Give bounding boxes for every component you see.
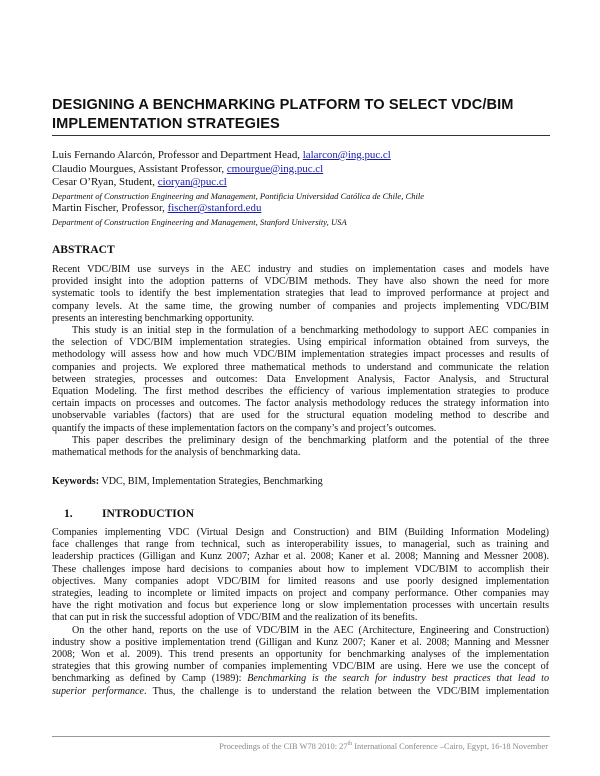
author-line: [52, 176, 552, 190]
page-footer: [150, 741, 548, 751]
text-line: 2008; Won et al. 2009). This trend presents an opportunity for benchmarking analyses of the implementation: [52, 649, 549, 661]
author-line: [52, 202, 552, 216]
footer-text: Proceedings of the CIB W78 2010: 27: [219, 741, 348, 751]
author-name: Luis Fernando Alarcón, Professor and Department Head,: [52, 149, 303, 161]
text-line: systematic tools to identify the best implementation strategies that lead to improved performance at project and: [52, 288, 549, 300]
text-line: objectives. Many companies adopt VDC/BIM for limited reasons and use poorly designed implementation: [52, 575, 549, 587]
affiliation: Department of Construction Engineering and Management, Pontificia Universidad Católica de Chile, Chile: [52, 190, 425, 201]
keywords-text: VDC, BIM, Implementation Strategies, Benchmarking: [99, 476, 323, 487]
text-line: presents an interesting benchmarking opportunity.: [52, 312, 255, 324]
text-line: unobservable variables (factors) that are used for the structural equation modeling method to describe and: [52, 410, 549, 422]
text-line: the selection of VDC/BIM implementation strategies. Using empirical information obtained from surveys, the: [52, 337, 549, 349]
author-email-link[interactable]: cioryan@puc.cl: [157, 176, 227, 189]
text-line: This paper describes the preliminary design of the benchmarking platform and the potential of the three: [72, 434, 549, 446]
text-line: have the right motivation and focus but experience long or slow implementation processes with uncertain results: [52, 600, 549, 612]
text-line: Companies implementing VDC (Virtual Design and Construction) and BIM (Building Information Modeling): [52, 527, 549, 538]
definition-quote: superior performance: [52, 685, 145, 697]
text-line: face challenges that range from technical, such as interoperability issues, to managerial, such as training and: [52, 539, 549, 551]
keywords-line: [52, 476, 323, 487]
text-line: On the other hand, reports on the use of VDC/BIM in the AEC (Architecture, Engineering and Construction): [72, 624, 549, 636]
text-line: company levels. At the same time, the growing number of companies and projects implementing VDC/BIM: [52, 300, 549, 312]
footer-text: International Conference –Cairo, Egypt, 16-18 November: [352, 741, 548, 751]
keywords-label: Keywords:: [52, 476, 100, 487]
text-line: Recent VDC/BIM use surveys in the AEC industry and studies on implementation cases and models have: [52, 264, 549, 275]
text-line: leadership practices (Gilligan and Kunz 2007; Azhar et al. 2008; Kaner et al. 2008; Manning and Messner 2008).: [52, 551, 549, 563]
text-line: companies and projects. We explored three mathematical methods to understand and communicate the relation: [52, 361, 549, 373]
section-number: 1.: [64, 508, 73, 520]
paper-title: DESIGNING A BENCHMARKING PLATFORM TO SELECT VDC/BIM IMPLEMENTATION STRATEGIES: [52, 97, 514, 132]
text-span: . Thus, the challenge is to understand the relation between the VDC/BIM implementation: [144, 685, 550, 697]
text-line: Equation Modeling. The first method describes the efficiency of various implementation strategies to produce: [52, 386, 549, 398]
author-name: Martin Fischer, Professor,: [52, 202, 168, 215]
text-line: certain impacts on processes and outcomes. The factor analysis methodology reduces the strategy information into: [52, 398, 549, 410]
author-email-link[interactable]: cmourgue@ing.puc.cl: [226, 162, 324, 175]
text-line: between strategies, processes and outcomes: Data Envelopment Analysis, Factor Analysis, and Structural: [52, 373, 549, 385]
author-name: Cesar O’Ryan, Student,: [52, 176, 158, 189]
section-heading-introduction: [52, 508, 194, 520]
text-line: strategies, leading to incomplete or limited impacts on project and company performance. Other companies may: [52, 588, 549, 600]
text-line: [52, 686, 549, 698]
footer-rule: [52, 736, 550, 737]
title-rule: [52, 135, 550, 136]
text-line: provided insight into the adoption patterns of VDC/BIM methods. They have also shown the need for more: [52, 276, 549, 288]
text-line: These challenges impose hard decisions to companies about how to implement VDC/BIM to accomplish their: [52, 563, 549, 575]
author-name: Claudio Mourgues, Assistant Professor,: [52, 162, 227, 175]
text-line: quantify the impacts of these implementation factors on the company’s and project’s outcomes.: [52, 422, 437, 434]
text-line: [52, 673, 549, 685]
abstract-body: [52, 264, 549, 459]
abstract-heading: ABSTRACT: [52, 244, 115, 256]
author-line: [52, 149, 552, 163]
definition-quote: Benchmarking is the search for industry best practices that lead to: [247, 673, 549, 685]
footer-superscript: th: [347, 741, 353, 747]
text-line: methodology will assess how and how much VDC/BIM implementation strategies impact processes and results of: [52, 349, 549, 361]
text-line: strategies that this growing number of companies implementing VDC/BIM are using. Here we use the concept of: [52, 661, 549, 673]
author-line: [52, 163, 552, 177]
section-title: INTRODUCTION: [102, 508, 195, 520]
author-block: [52, 149, 552, 229]
affiliation: Department of Construction Engineering and Management, Stanford University, USA: [52, 216, 347, 227]
author-email-link[interactable]: lalarcon@ing.puc.cl: [302, 149, 391, 161]
text-line: This study is an initial step in the formulation of a benchmarking methodology to support AEC companies in: [72, 325, 549, 337]
text-line: industry show a positive implementation trend (Gilligan and Kunz 2007; Kaner et al. 2008; Manning and Messner: [52, 636, 549, 648]
text-line: mathematical methods for the analysis of benchmarking data.: [52, 447, 301, 459]
text-span: benchmarking as defined by Camp (1989):: [52, 673, 248, 685]
author-email-link[interactable]: fischer@stanford.edu: [167, 202, 262, 215]
text-line: that can put in risk the successful adoption of VDC/BIM and the realization of its benefits.: [52, 612, 418, 624]
introduction-body: [52, 527, 549, 698]
